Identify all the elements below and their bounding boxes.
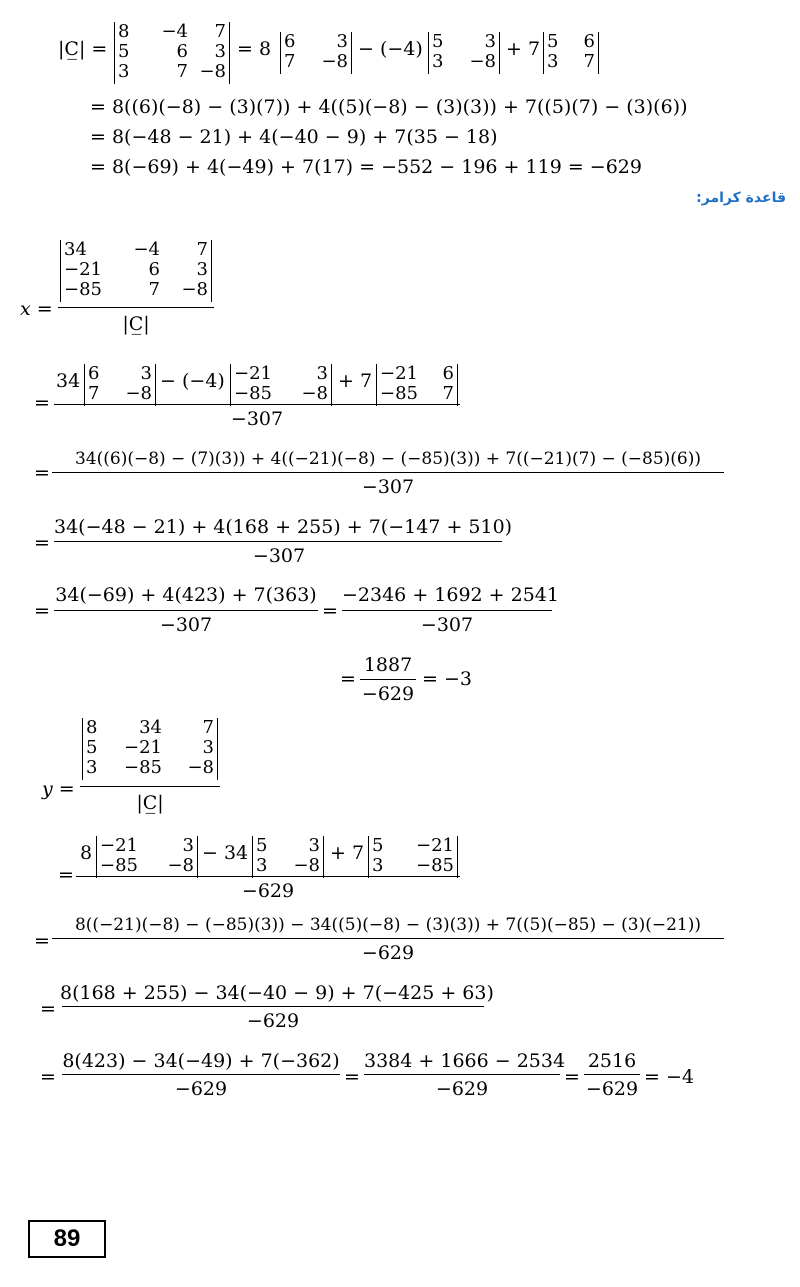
- matrix-cell: 7: [214, 21, 226, 42]
- matrix-cell: 6: [176, 41, 188, 62]
- y-step1-mid-1: − 34: [202, 842, 249, 864]
- x-step4-numerator-b: −2346 + 1692 + 2541: [342, 584, 559, 606]
- y-step3-numerator: 8(168 + 255) − 34(−40 − 9) + 7(−425 + 63): [60, 982, 494, 1004]
- matrix-row: [88, 364, 152, 384]
- matrix-cell: 3: [196, 259, 208, 280]
- y-step1-denominator: −629: [241, 880, 295, 902]
- y-step2-numerator: 8((−21)(−8) − (−85)(3)) − 34((5)(−8) − (3)(3)) + 7((5)(−85) − (3)(−21)): [74, 915, 701, 935]
- matrix-cell: 7: [583, 51, 595, 72]
- page-number: 89: [28, 1220, 106, 1258]
- matrix-cell: 6: [442, 363, 454, 384]
- det-c-mid-2: + 7: [506, 38, 541, 60]
- matrix-cell: 7: [88, 383, 100, 404]
- matrix-row: [380, 364, 454, 384]
- y-matrix: [82, 718, 218, 780]
- matrix-cell: −21: [380, 363, 418, 384]
- matrix-cell: 3: [256, 855, 268, 876]
- x-step4-eq-2: =: [322, 600, 338, 622]
- y-step1-mid-2: + 7: [330, 842, 365, 864]
- matrix-cell: −85: [416, 855, 454, 876]
- matrix-cell: −21: [416, 835, 454, 856]
- x-step1-mid-2: + 7: [338, 370, 373, 392]
- matrix-cell: −21: [100, 835, 138, 856]
- matrix-row: [256, 856, 320, 876]
- x-step1-minor-3: [376, 364, 458, 406]
- matrix-cell: −85: [124, 757, 162, 778]
- det-c-mid-1: − (−4): [358, 38, 423, 60]
- x-step3-denominator: −307: [252, 545, 306, 567]
- y-step4-denominator-c: −629: [585, 1078, 639, 1100]
- y-step2-denominator: −629: [361, 942, 415, 964]
- matrix-cell: −85: [380, 383, 418, 404]
- y-step1-eq: =: [58, 864, 74, 886]
- matrix-row: [86, 738, 214, 758]
- y-denominator: |C̲|: [136, 792, 164, 814]
- matrix-row: [234, 364, 328, 384]
- matrix-cell: 6: [284, 31, 296, 52]
- x-step1-line: [54, 404, 460, 405]
- y-label: y =: [42, 778, 75, 800]
- x-step2-numerator: 34((6)(−8) − (7)(3)) + 4((−21)(−8) − (−85)(3)) + 7((−21)(7) − (−85)(6)): [74, 449, 701, 469]
- x-step1-minor-2: [230, 364, 332, 406]
- matrix-row: [547, 32, 595, 52]
- matrix-row: [256, 836, 320, 856]
- det-c-minor-2: [428, 32, 500, 74]
- x-step4-denominator-b: −307: [420, 614, 474, 636]
- matrix-cell: 7: [202, 717, 214, 738]
- x-step1-coef: 34: [56, 370, 81, 392]
- x-step3-numerator: 34(−48 − 21) + 4(168 + 255) + 7(−147 + 510): [54, 516, 513, 538]
- matrix-cell: −21: [124, 737, 162, 758]
- y-step2-line: [52, 938, 724, 939]
- y-step1-minor-1: [96, 836, 198, 878]
- x-step2-denominator: −307: [361, 476, 415, 498]
- x-step5-eq: =: [340, 668, 356, 690]
- matrix-cell: −8: [293, 855, 320, 876]
- y-step4-line-a: [62, 1074, 340, 1075]
- matrix-cell: 5: [372, 835, 384, 856]
- x-step4-denominator-a: −307: [159, 614, 213, 636]
- x-step1-denominator: −307: [230, 408, 284, 430]
- x-step1-mid-1: − (−4): [160, 370, 225, 392]
- matrix-cell: −8: [199, 61, 226, 82]
- matrix-cell: 5: [86, 737, 98, 758]
- matrix-cell: 5: [432, 31, 444, 52]
- matrix-row: [432, 52, 496, 72]
- matrix-cell: −8: [167, 855, 194, 876]
- y-step4-numerator-a: 8(423) − 34(−49) + 7(−362): [62, 1050, 340, 1072]
- matrix-cell: 6: [88, 363, 100, 384]
- y-step4-line-c: [584, 1074, 640, 1075]
- matrix-row: [86, 718, 214, 738]
- matrix-row: [284, 52, 348, 72]
- matrix-cell: 8: [118, 21, 130, 42]
- x-step3-line: [54, 541, 502, 542]
- matrix-cell: 8: [86, 717, 98, 738]
- x-step5-numerator: 1887: [363, 654, 413, 676]
- matrix-cell: 6: [583, 31, 595, 52]
- matrix-cell: −8: [181, 279, 208, 300]
- y-step4-numerator-b: 3384 + 1666 − 2534: [364, 1050, 566, 1072]
- x-step1-minor-1: [84, 364, 156, 406]
- matrix-cell: 6: [148, 259, 160, 280]
- matrix-cell: 7: [284, 51, 296, 72]
- matrix-row: [100, 856, 194, 876]
- matrix-cell: 3: [316, 363, 328, 384]
- matrix-row: [380, 384, 454, 404]
- matrix-row: [547, 52, 595, 72]
- cramer-heading: قاعدة كرامر:: [696, 190, 786, 206]
- matrix-cell: −85: [100, 855, 138, 876]
- matrix-cell: 7: [442, 383, 454, 404]
- det-c-expansion-coef: = 8: [237, 38, 272, 60]
- matrix-row: [64, 260, 208, 280]
- x-step2-line: [52, 472, 724, 473]
- matrix-row: [118, 62, 226, 82]
- det-c-line-2: = 8((6)(−8) − (3)(7)) + 4((5)(−8) − (3)(3)) + 7((5)(7) − (3)(6)): [90, 96, 688, 118]
- x-step4-numerator-a: 34(−69) + 4(423) + 7(363): [55, 584, 317, 606]
- matrix-row: [88, 384, 152, 404]
- x-step3-eq: =: [34, 532, 50, 554]
- matrix-row: [372, 836, 454, 856]
- matrix-cell: 3: [308, 835, 320, 856]
- matrix-row: [118, 42, 226, 62]
- y-step1-coef: 8: [80, 842, 93, 864]
- matrix-row: [64, 240, 208, 260]
- matrix-cell: 3: [214, 41, 226, 62]
- matrix-cell: 5: [118, 41, 130, 62]
- x-denominator: |C̲|: [122, 313, 150, 335]
- matrix-cell: 7: [148, 279, 160, 300]
- y-result: = −4: [644, 1066, 694, 1088]
- y-fraction-line: [80, 786, 220, 787]
- det-c-minor-3: [543, 32, 599, 74]
- det-c-minor-1: [280, 32, 352, 74]
- matrix-cell: −4: [161, 21, 188, 42]
- y-step4-numerator-c: 2516: [587, 1050, 637, 1072]
- x-step2-eq: =: [34, 462, 50, 484]
- x-label: x =: [20, 298, 53, 320]
- det-c-lhs: |C̲| =: [58, 38, 108, 60]
- matrix-cell: 3: [118, 61, 130, 82]
- y-step4-eq-3: =: [564, 1066, 580, 1088]
- y-step3-eq: =: [40, 998, 56, 1020]
- matrix-row: [86, 758, 214, 778]
- x-step5-line: [360, 679, 416, 680]
- matrix-cell: 7: [176, 61, 188, 82]
- x-step4-line-a: [54, 610, 318, 611]
- x-step4-line-b: [342, 610, 552, 611]
- y-step4-eq-2: =: [344, 1066, 360, 1088]
- matrix-cell: 3: [484, 31, 496, 52]
- matrix-cell: −8: [321, 51, 348, 72]
- matrix-cell: 3: [182, 835, 194, 856]
- matrix-row: [372, 856, 454, 876]
- det-c-matrix: [114, 22, 230, 84]
- matrix-cell: −8: [301, 383, 328, 404]
- matrix-row: [284, 32, 348, 52]
- matrix-cell: 34: [64, 239, 87, 260]
- matrix-cell: 5: [547, 31, 559, 52]
- matrix-cell: −8: [125, 383, 152, 404]
- y-step1-minor-2: [252, 836, 324, 878]
- y-step4-denominator-a: −629: [174, 1078, 228, 1100]
- matrix-cell: 3: [372, 855, 384, 876]
- y-step1-minor-3: [368, 836, 458, 878]
- matrix-cell: −85: [64, 279, 102, 300]
- x-step5-denominator: −629: [361, 683, 415, 705]
- matrix-row: [234, 384, 328, 404]
- matrix-row: [64, 280, 208, 300]
- matrix-cell: −8: [187, 757, 214, 778]
- y-step2-eq: =: [34, 930, 50, 952]
- matrix-cell: 3: [336, 31, 348, 52]
- matrix-row: [432, 32, 496, 52]
- matrix-row: [118, 22, 226, 42]
- matrix-cell: −8: [469, 51, 496, 72]
- y-step3-denominator: −629: [246, 1010, 300, 1032]
- x-matrix: [60, 240, 212, 302]
- x-fraction-line: [58, 307, 214, 308]
- x-result: = −3: [422, 668, 472, 690]
- matrix-cell: −21: [64, 259, 102, 280]
- matrix-cell: 7: [196, 239, 208, 260]
- y-step1-line: [76, 876, 460, 877]
- matrix-cell: 3: [432, 51, 444, 72]
- y-step4-denominator-b: −629: [435, 1078, 489, 1100]
- matrix-cell: −4: [133, 239, 160, 260]
- det-c-line-3: = 8(−48 − 21) + 4(−40 − 9) + 7(35 − 18): [90, 126, 498, 148]
- y-step4-line-b: [364, 1074, 560, 1075]
- x-step4-eq: =: [34, 600, 50, 622]
- matrix-cell: −85: [234, 383, 272, 404]
- matrix-cell: 5: [256, 835, 268, 856]
- y-step3-line: [62, 1006, 484, 1007]
- x-step1-eq: =: [34, 392, 50, 414]
- matrix-cell: 34: [139, 717, 162, 738]
- matrix-cell: 3: [202, 737, 214, 758]
- matrix-row: [100, 836, 194, 856]
- matrix-cell: −21: [234, 363, 272, 384]
- det-c-line-4: = 8(−69) + 4(−49) + 7(17) = −552 − 196 + 119 = −629: [90, 156, 642, 178]
- matrix-cell: 3: [547, 51, 559, 72]
- matrix-cell: 3: [86, 757, 98, 778]
- matrix-cell: 3: [140, 363, 152, 384]
- y-step4-eq: =: [40, 1066, 56, 1088]
